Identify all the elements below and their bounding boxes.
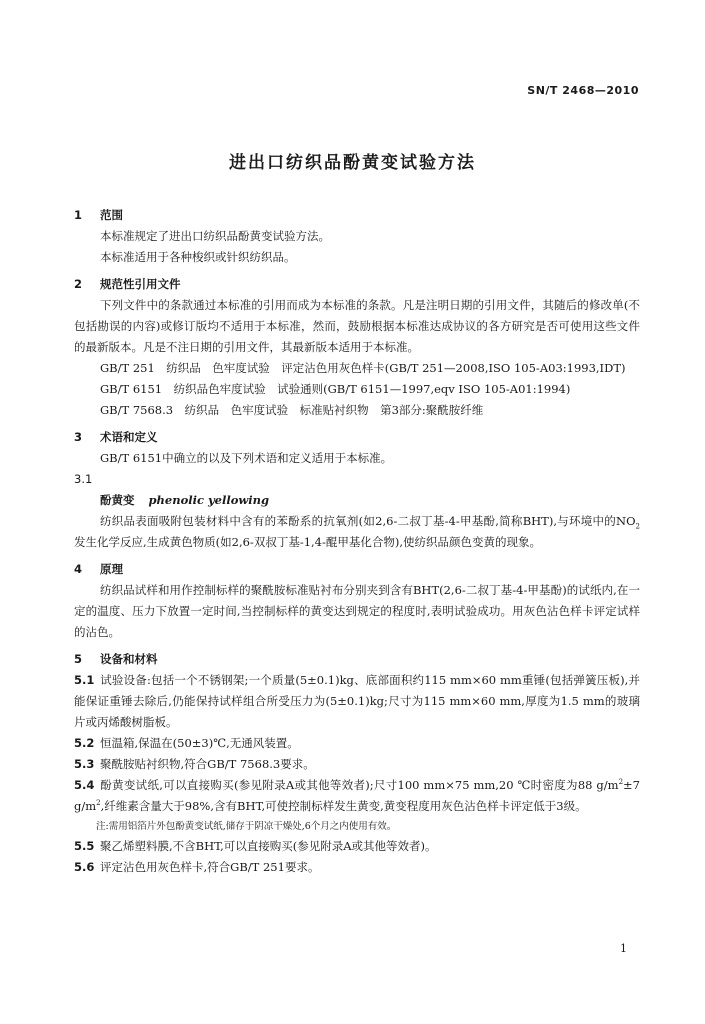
page-number: 1 xyxy=(620,942,627,955)
reference-item: GB/T 251 纺织品 色牢度试验 评定沾色用灰色样卡(GB/T 251—2008,ISO 105-A03:1993,IDT) xyxy=(100,361,626,375)
term-english: phenolic yellowing xyxy=(148,493,270,507)
list-item: 5.6 评定沾色用灰色样卡,符合GB/T 251要求。 xyxy=(74,860,320,874)
list-item: 5.4 酚黄变试纸,可以直接购买(参见附录A或其他等效者);尺寸100 mm×75 mm,20 ℃时密度为88 $g/m^2\pm 7$ $g/m^2$,纤维素含量大于98%,含有BHT,可使控制标样发生黄变,黄变程度用灰色沾色样卡评定低于3级。 xyxy=(74,778,640,813)
paragraph: GB/T 6151中确立的以及下列术语和定义适用于本标准。 xyxy=(100,451,393,465)
paragraph: 下列文件中的条款通过本标准的引用而成为本标准的条款。凡是注明日期的引用文件，其随后的修改单(不包括勘误的内容)或修订版均不适用于本标准，然而，鼓励根据本标准达成协议的各方研究是否可使用这些文件的最新版本。凡是不注日期的引用文件，其最新版本适用于本标准。 xyxy=(74,298,640,354)
section-heading: 4 原理 xyxy=(74,562,123,576)
page-title: 进出口纺织品酚黄变试验方法 xyxy=(229,153,476,173)
term-chinese: 酚黄变 xyxy=(100,493,135,507)
list-item: 5.3 聚酰胺贴衬织物,符合GB/T 7568.3要求。 xyxy=(74,757,315,771)
section-heading: 1 范围 xyxy=(74,208,123,222)
document-body xyxy=(74,205,640,878)
list-item: 5.2 恒温箱,保温在(50±3)℃,无通风装置。 xyxy=(74,736,299,750)
term-title xyxy=(74,490,640,511)
document-id: SN/T 2468—2010 xyxy=(527,84,639,97)
note: 注:需用铝箔片外包酚黄变试纸,储存于阴凉干燥处,6个月之内使用有效。 xyxy=(96,821,397,832)
section-heading: 2 规范性引用文件 xyxy=(74,277,181,291)
list-item: 5.1 试验设备:包括一个不锈钢架;一个质量(5±0.1)kg、底部面积约115 mm×60 mm重锤(包括弹簧压板),并能保证重锤去除后,仍能保持试样组合所受压力为(5±0.1)kg;尺寸为115 mm×60 mm,厚度为1.5 mm的玻璃片或丙烯酸树脂板。 xyxy=(74,673,640,729)
paragraph: 本标准规定了进出口纺织品酚黄变试验方法。 xyxy=(100,229,330,243)
term-number: 3.1 xyxy=(74,472,93,486)
section-heading: 3 术语和定义 xyxy=(74,430,158,444)
list-item: 5.5 聚乙烯塑料膜,不含BHT,可以直接购买(参见附录A或其他等效者)。 xyxy=(74,839,437,853)
paragraph: 本标准适用于各种梭织或针织纺织品。 xyxy=(100,250,296,264)
reference-item: GB/T 7568.3 纺织品 色牢度试验 标准贴衬织物 第3部分:聚酰胺纤维 xyxy=(100,403,484,417)
term-definition: 纺织品表面吸附包装材料中含有的苯酚系的抗氧剂(如2,6-二叔丁基-4-甲基酚,简称BHT),与环境中的$NO_2$发生化学反应,生成黄色物质(如2,6-双叔丁基-1,4-醌甲基化合物),使纺织品颜色变黄的现象。 xyxy=(74,514,640,549)
paragraph: 纺织品试样和用作控制标样的聚酰胺标准贴衬布分别夹到含有BHT(2,6-二叔丁基-4-甲基酚)的试纸内,在一定的温度、压力下放置一定时间,当控制标样的黄变达到规定的程度时,表明试验成功。用灰色沾色样卡评定试样的沾色。 xyxy=(74,583,640,639)
reference-item: GB/T 6151 纺织品色牢度试验 试验通则(GB/T 6151—1997,eqv ISO 105-A01:1994) xyxy=(100,382,571,396)
section-heading: 5 设备和材料 xyxy=(74,652,158,666)
